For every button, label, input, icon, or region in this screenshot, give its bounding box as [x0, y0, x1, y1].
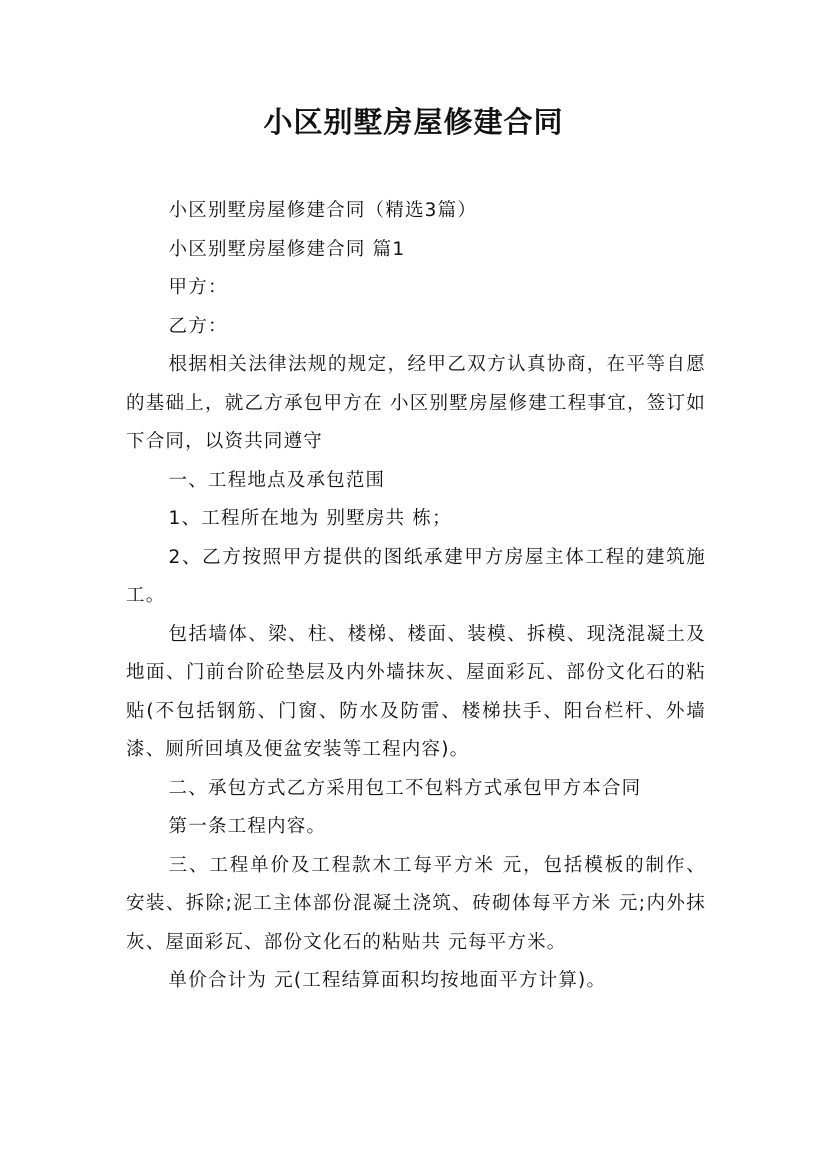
paragraph: 一、工程地点及承包范围 [168, 469, 386, 491]
paragraph: 甲方： [168, 277, 228, 298]
paragraph: 二、承包方式乙方采用包工不包料方式承包甲方本合同 [168, 777, 642, 799]
paragraph: 包括墙体、梁、柱、楼梯、楼面、装模、拆模、现浇混凝土及地面、门前台阶砼垫层及内外墙抹灰、屋面彩瓦、部份文化石的粘贴(不包括钢筋、门窗、防水及防雷、楼梯扶手、阳台栏杆、外墙漆、厕所回填及便盆安装等工程内容)。 [126, 623, 706, 760]
paragraph: 三、工程单价及工程款木工每平方米 元，包括模板的制作、安装、拆除;泥工主体部份混凝土浇筑、砖砌体每平方米 元;内外抹灰、屋面彩瓦、部份文化石的粘贴共 元每平方米。 [126, 854, 706, 953]
paragraph: 小区别墅房屋修建合同 篇1 [168, 238, 406, 260]
paragraph: 小区别墅房屋修建合同（精选3篇） [168, 200, 478, 221]
paragraph: 根据相关法律法规的规定，经甲乙双方认真协商，在平等自愿的基础上，就乙方承包甲方在 小区别墅房屋修建工程事宜，签订如下合同，以资共同遵守 [126, 354, 706, 452]
paragraph: 第一条工程内容。 [168, 816, 327, 837]
paragraph: 单价合计为 元(工程结算面积均按地面平方计算)。 [168, 970, 607, 991]
paragraph: 2、乙方按照甲方提供的图纸承建甲方房屋主体工程的建筑施工。 [126, 546, 706, 606]
paragraph: 乙方： [168, 315, 228, 337]
document-title: 小区别墅房屋修建合同 [263, 105, 564, 139]
document-body [126, 192, 706, 1001]
paragraph: 1、工程所在地为 别墅房共 栋； [168, 508, 452, 529]
